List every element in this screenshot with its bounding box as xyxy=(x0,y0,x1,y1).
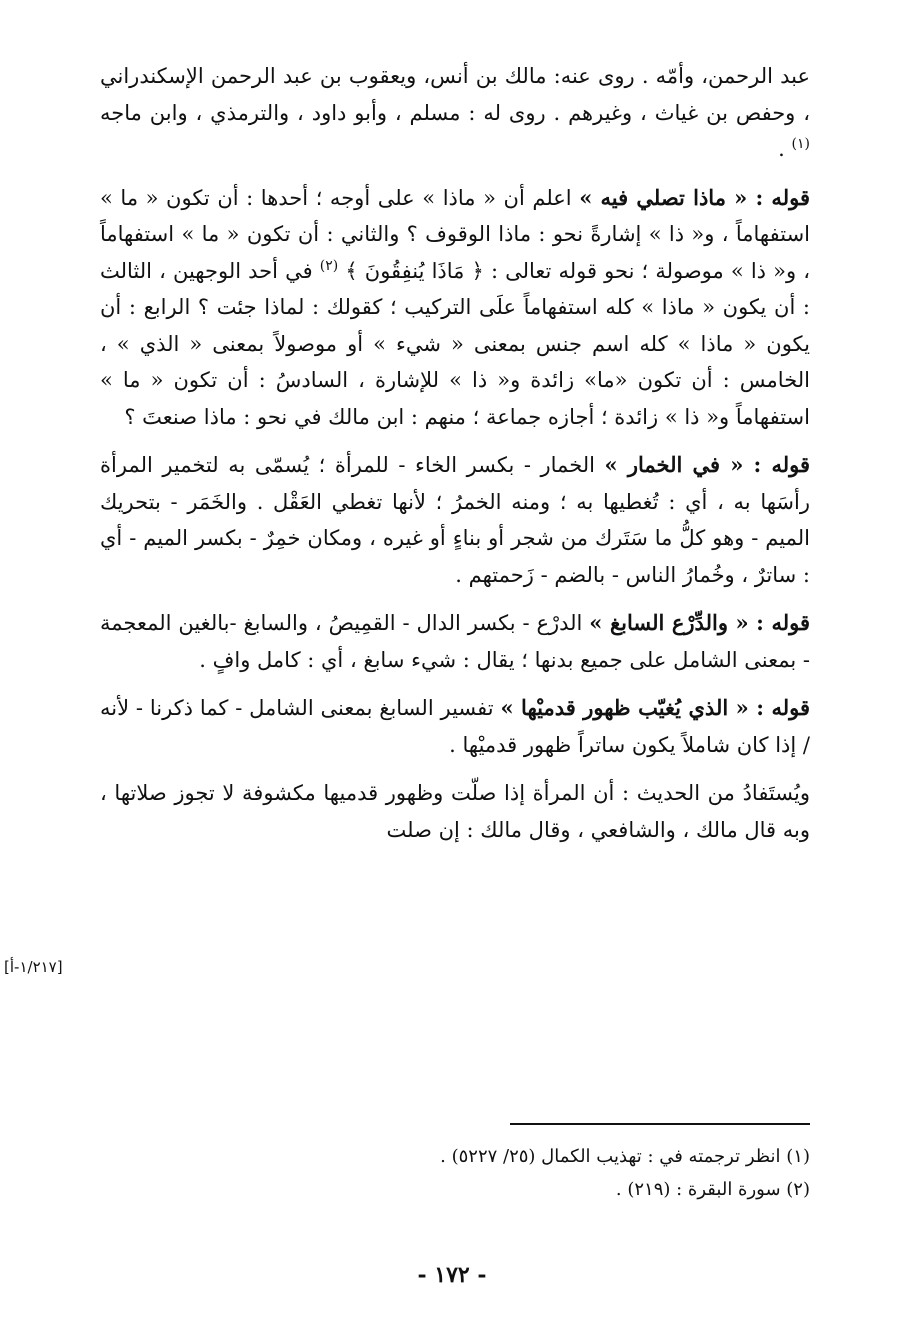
paragraph-2 xyxy=(100,180,810,436)
paragraph-5 xyxy=(100,690,810,763)
paragraph-tail: في أحد الوجهين ، الثالث : أن يكون « ماذا » كله استفهاماً علَى التركيب ؛ كقولك : لماذا جئت ؟ الرابع : أن يكون « ماذا » كله اسم جنس بمعنى « شيء » أو موصولاً بمعنى « الذي » ، الخامس : أن تكون «ما» زائدة و« ذا » للإشارة ، السادسُ : أن تكون « ما » استفهاماً و« ذا » زائدة ؛ أجازه جماعة ؛ منهم : ابن مالك في نحو : ماذا صنعتَ ؟ xyxy=(100,258,810,429)
paragraph-1 xyxy=(100,58,810,168)
page-number: - ١٧٢ - xyxy=(417,1262,487,1288)
footnote-2: (٢) سورة البقرة : (٢١٩) . xyxy=(615,1179,810,1200)
footnotes xyxy=(100,1140,810,1206)
footnote-divider xyxy=(510,1123,810,1125)
paragraph-text: الخمار - بكسر الخاء - للمرأة ؛ يُسمّى به لتخمير المرأة رأسَها به ، أي : تُغطيها به ؛ ومنه الخمرُ ؛ لأنها تغطي العَقْل . والخَمَر - بتحريك الميم - وهو كلُّ ما سَتَرك من شجر أو بناءٍ أو غيره ، ومكان خمِرٌ - بكسر الميم - أي : ساترٌ ، وخُمارُ الناس - بالضم - زَحمتهم . xyxy=(100,453,810,587)
manuscript-folio-marker: [١/٢١٧-أ] xyxy=(4,958,63,976)
main-text xyxy=(100,58,810,860)
paragraph-4 xyxy=(100,605,810,678)
paragraph-lead: قوله : « في الخمار » xyxy=(604,452,810,477)
paragraph-3 xyxy=(100,447,810,593)
paragraph-text: ويُستَفادُ من الحديث : أن المرأة إذا صلّت وظهور قدميها مكشوفة لا تجوز صلاتها ، وبه قال مالك ، والشافعي ، وقال مالك : إن صلت xyxy=(100,781,810,842)
paragraph-lead: قوله : « ماذا تصلي فيه » xyxy=(579,184,810,210)
paragraph-tail: . xyxy=(778,137,792,161)
paragraph-text: عبد الرحمن، وأمّه . روى عنه: مالك بن أنس، ويعقوب بن عبد الرحمن الإسكندراني ، وحفص بن غياث ، وغيرهم . روى له : مسلم ، وأبو داود ، والترمذي ، وابن ماجه xyxy=(100,64,810,125)
paragraph-text: تفسير السابغ بمعنى الشامل - كما ذكرنا - لأنه / إذا كان شاملاً يكون ساتراً ظهور قدميْها . xyxy=(100,696,810,757)
paragraph-text: اعلم أن « ماذا » على أوجه ؛ أحدها : أن تكون « ما » استفهاماً ، و« ذا » إشارةً نحو : ماذا الوقوف ؟ والثاني : أن تكون « ما » استفهاماً ، و« ذا » موصولة ؛ نحو قوله تعالى : ﴿ مَاذَا يُنفِقُونَ ﴾ xyxy=(100,185,810,283)
paragraph-lead: قوله : « والدِّرْع السابغ » xyxy=(589,610,810,635)
paragraph-lead: قوله : « الذي يُغيّب ظهور قدميْها » xyxy=(500,695,810,720)
footnote-ref-1[interactable]: (١) xyxy=(791,136,810,152)
paragraph-text: الدرْع - بكسر الدال - القمِيصُ ، والسابغ -بالغين المعجمة - بمعنى الشامل على جميع بدنها ؛ يقال : شيء سابغ ، أي : كامل وافٍ . xyxy=(100,611,810,672)
footnote-ref-2[interactable]: (٢) xyxy=(319,257,339,274)
footnote-1: (١) انظر ترجمته في : تهذيب الكمال (٢٥/ ٥٢٢٧) . xyxy=(440,1146,810,1167)
paragraph-6 xyxy=(100,775,810,848)
